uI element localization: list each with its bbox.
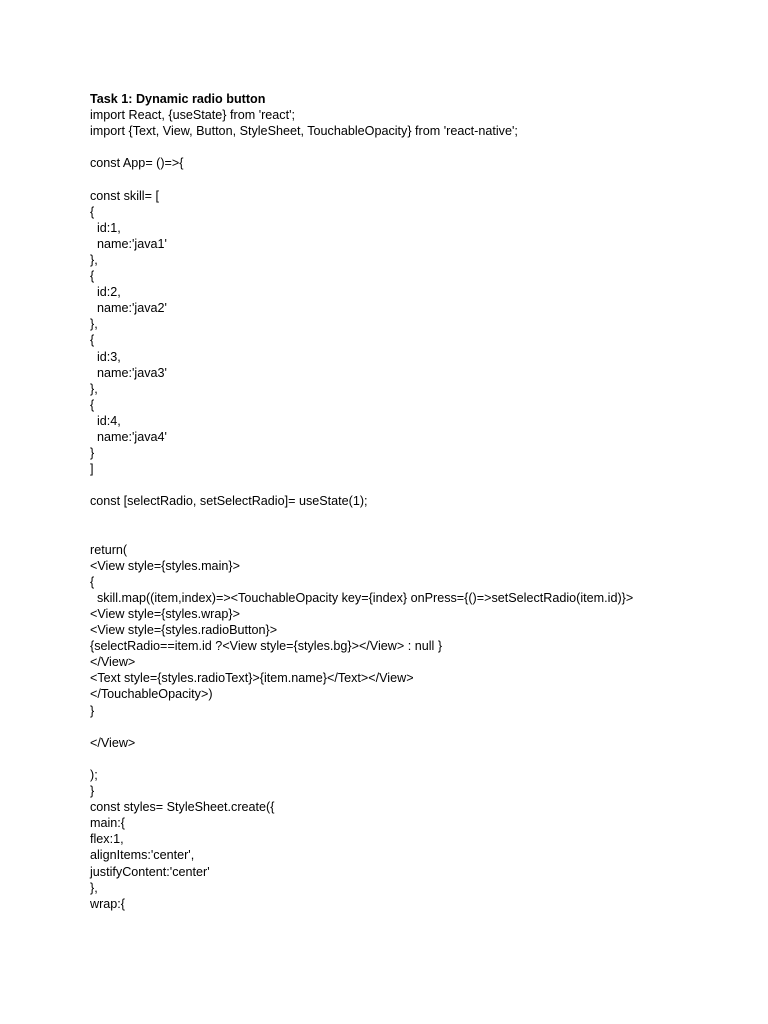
code-line: const skill= [ xyxy=(90,188,159,203)
code-line: <View style={styles.radioButton}> xyxy=(90,623,278,638)
code-line: name:'java2' xyxy=(90,301,167,316)
code-line: id:1, xyxy=(90,220,121,235)
code-line xyxy=(90,509,750,525)
code-line xyxy=(90,526,750,542)
code-line xyxy=(90,477,750,493)
code-line: } xyxy=(90,446,95,461)
document-content xyxy=(90,91,750,912)
code-line: const App= ()=>{ xyxy=(90,156,184,171)
code-line: name:'java1' xyxy=(90,236,167,251)
code-line: </TouchableOpacity>) xyxy=(90,687,213,702)
document-title: Task 1: Dynamic radio button xyxy=(90,92,266,106)
code-line: }, xyxy=(90,880,98,895)
code-line: <View style={styles.wrap}> xyxy=(90,607,240,621)
code-line: const [selectRadio, setSelectRadio]= useState(1); xyxy=(90,494,368,509)
code-line: ] xyxy=(90,462,94,477)
code-line: } xyxy=(90,703,95,718)
code-line: const styles= StyleSheet.create({ xyxy=(90,800,275,815)
code-line: }, xyxy=(90,317,98,332)
code-line: return( xyxy=(90,542,128,557)
code-line: </View> xyxy=(90,655,136,670)
code-line: id:3, xyxy=(90,349,121,364)
code-line: <View style={styles.main}> xyxy=(90,558,240,573)
code-line: ); xyxy=(90,767,98,782)
code-line: id:2, xyxy=(90,285,121,300)
code-line: justifyContent:'center' xyxy=(90,864,210,879)
code-line: </View> xyxy=(90,735,136,750)
code-line: wrap:{ xyxy=(90,896,126,911)
code-line xyxy=(90,719,750,735)
code-line: { xyxy=(90,269,95,284)
code-line: } xyxy=(90,784,95,799)
code-line xyxy=(90,139,750,155)
code-line: name:'java4' xyxy=(90,429,167,444)
code-line: { xyxy=(90,574,95,589)
code-line: name:'java3' xyxy=(90,365,167,380)
code-line xyxy=(90,171,750,187)
code-line: skill.map((item,index)=><TouchableOpacity key={index} onPress={()=>setSelectRadio(item.id)}> xyxy=(90,590,634,605)
code-line: { xyxy=(90,397,95,412)
code-line: import React, {useState} from 'react'; xyxy=(90,108,295,123)
code-line: flex:1, xyxy=(90,832,124,847)
code-line xyxy=(90,751,750,767)
code-line: import {Text, View, Button, StyleSheet, TouchableOpacity} from 'react-native'; xyxy=(90,124,518,139)
code-line: { xyxy=(90,204,95,219)
code-line: id:4, xyxy=(90,413,121,428)
code-line: {selectRadio==item.id ?<View style={styles.bg}></View> : null } xyxy=(90,639,443,654)
code-line: { xyxy=(90,333,95,348)
code-line: main:{ xyxy=(90,816,126,831)
code-line: alignItems:'center', xyxy=(90,848,195,863)
code-line: }, xyxy=(90,381,98,396)
code-line: }, xyxy=(90,252,98,267)
code-line: <Text style={styles.radioText}>{item.name}</Text></View> xyxy=(90,671,414,686)
